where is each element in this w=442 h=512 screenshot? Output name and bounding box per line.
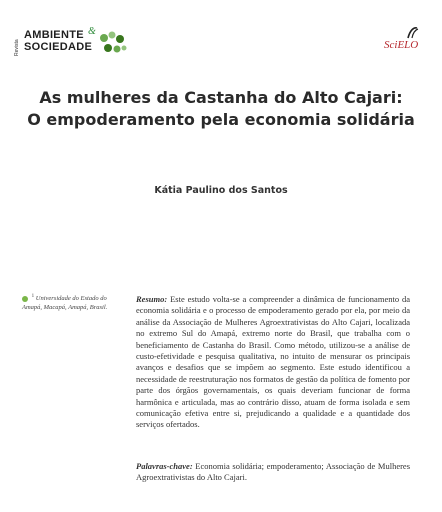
- author-name: Kátia Paulino dos Santos: [154, 185, 288, 196]
- journal-side-label: Revista: [14, 39, 20, 56]
- journal-ampersand: &: [88, 26, 96, 37]
- leaf-icon: [98, 30, 128, 56]
- scielo-logo: [384, 26, 424, 58]
- keywords-text: Economia solidária; empoderamento; Associação de Mulheres Agroextrativistas do Alto Cajari.: [136, 461, 411, 483]
- keywords-label: Palavras-chave:: [136, 461, 193, 471]
- journal-logo: [14, 26, 134, 60]
- abstract-text: Este estudo volta-se a compreender a dinâmica de funcionamento da economia solidária e o processo de empoderamento gerado por ela, por meio da análise da Associação de Mulheres Agroextrativistas do Alto Cajari, localizada no extremo Sul do Amapá, extremo norte do Brasil, que trabalha com o beneficiamento de Castanha do Brasil. Como método, utilizou-se a análise de custo-efetividade e pesquisa qualitativa, no intuito de mensurar os principais avanços e desafios que se impõem ao segmento. Este estudo identificou a necessidade de reestruturação nos formatos de gestão da política de fomento por parte dos órgãos governamentais, os quais deveriam funcionar de forma harmônica e articulada, mas ao contrário disso, atuam de forma isolada e sem comunicação efetiva entre si, prejudicando a qualidade e a quantidade dos serviços ofertados.: [136, 294, 411, 430]
- article-title: [20, 87, 422, 131]
- affiliation-note: [22, 293, 126, 312]
- affiliation-text: Universidade do Estado do Amapá, Macapá, Amapá, Brasil.: [22, 295, 108, 311]
- abstract-paragraph: [136, 294, 410, 431]
- journal-name-line1: AMBIENTE: [24, 29, 84, 41]
- abstract-label: Resumo:: [136, 294, 168, 304]
- journal-name-line2: SOCIEDADE: [24, 41, 93, 53]
- affiliation-marker: 1: [31, 294, 35, 299]
- title-line2: O empoderamento pela economia solidária: [27, 110, 415, 129]
- orcid-icon: [22, 296, 28, 302]
- scielo-text: SciELO: [384, 39, 419, 51]
- keywords-paragraph: [136, 461, 410, 484]
- title-line1: As mulheres da Castanha do Alto Cajari:: [39, 88, 403, 107]
- scielo-mark-icon: [384, 26, 424, 40]
